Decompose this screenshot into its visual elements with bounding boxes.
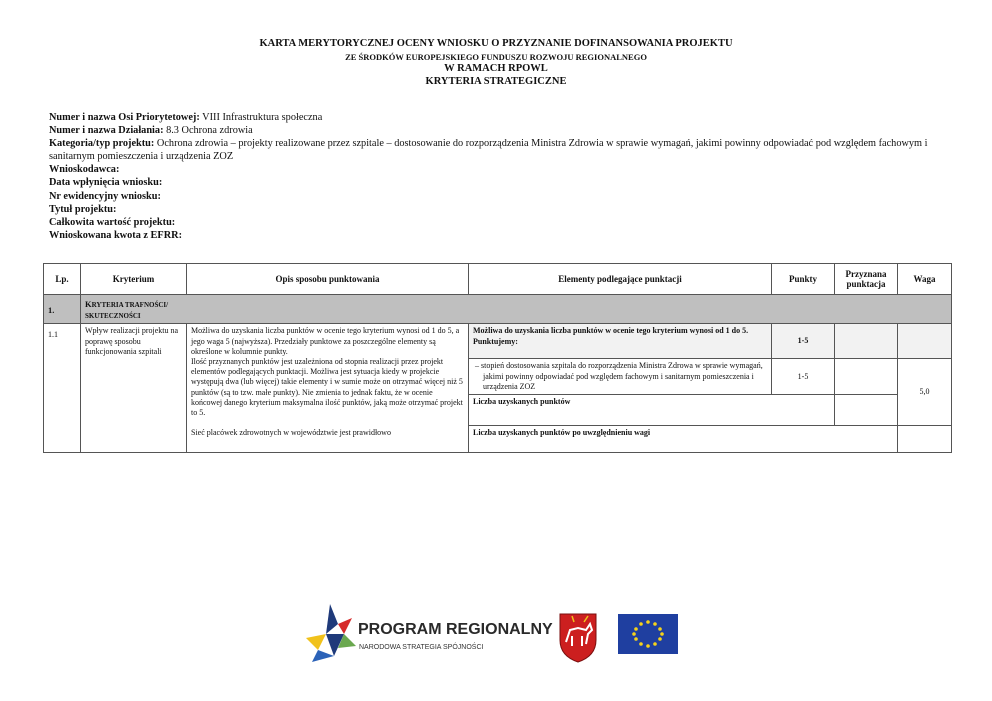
weight-value: 5,0	[898, 359, 952, 426]
program-subtitle: NARODOWA STRATEGIA SPÓJNOŚCI	[359, 644, 484, 651]
section-title-rest: RYTERIA TRAFNOŚCI/	[91, 301, 169, 309]
liczba-po-wadze-label: Liczba uzyskanych punktów po uwzględnieniu wagi	[469, 426, 898, 453]
table-header-row	[44, 264, 952, 295]
info-label: Numer i nazwa Działania:	[49, 125, 164, 137]
header-opis: Opis sposobu punktowania	[187, 264, 469, 295]
section-title-line2: SKUTECZNOŚCI	[85, 312, 141, 321]
eu-flag-icon	[618, 614, 678, 654]
info-label: Kategoria/typ projektu:	[49, 138, 155, 150]
row-kryterium: Wpływ realizacji projektu na poprawę sposobu funkcjonowania szpitali	[81, 324, 187, 453]
info-label: Nr ewidencyjny wniosku:	[49, 190, 161, 202]
element-item-awarded	[835, 359, 898, 395]
liczba-punktow-value	[835, 395, 898, 426]
logos-strip	[0, 600, 992, 670]
header-line-1: KARTA MERYTORYCZNEJ OCENY WNIOSKU O PRZYZNANIE DOFINANSOWANIA PROJEKTU	[259, 38, 733, 49]
opis-paragraph-2: Ilość przyznanych punktów jest uzależniona od stopnia realizacji przez projekt elementów podlegających punktacji. Możliwa jest sytuacja kiedy w projekcie występują dwa (lub więcej) takie elementy i w sumie może on otrzymać więcej niż 5 punktów (są to tzw. małe punkty). Nie zmienia to jednak faktu, że w ocenie końcowej danego kryterium maksymalna ilość punktów, jaką może otrzymać projekt to 5.	[191, 357, 463, 418]
info-row	[49, 176, 949, 189]
section-title	[81, 295, 952, 324]
liczba-po-wadze-value	[898, 426, 952, 453]
info-row	[49, 229, 949, 242]
elements-lead-points: 1-5	[772, 324, 835, 359]
table-row	[44, 324, 952, 359]
info-label: Wnioskowana kwota z EFRR:	[49, 229, 183, 241]
header-przyznana: Przyznana punktacja	[835, 264, 898, 295]
info-row	[49, 124, 949, 137]
info-row	[49, 203, 949, 216]
info-value: Ochrona zdrowia – projekty realizowane przez szpitale – dostosowanie do rozporządzenia Ministra Zdrowia w sprawie wymagań, jakimi powinny odpowiadać pod względem fachowym i sanitarnym pomieszczenia i urządzenia ZOZ	[49, 138, 928, 163]
info-label: Numer i nazwa Osi Priorytetowej:	[49, 112, 200, 123]
header-line-4: KRYTERIA STRATEGICZNE	[425, 75, 567, 87]
program-title: PROGRAM REGIONALNY	[358, 621, 553, 638]
footer-logos	[0, 600, 992, 670]
info-row	[49, 190, 949, 203]
header-waga: Waga	[898, 264, 952, 295]
header-line-3: W RAMACH RPOWL	[444, 63, 548, 74]
row-lp: 1.1	[44, 324, 81, 453]
info-label: Całkowita wartość projektu:	[49, 216, 176, 228]
document-header	[0, 38, 992, 88]
element-item-text: – stopień dostosowania szpitala do rozporządzenia Ministra Zdrowa w sprawie wymagań, jakimi powinny odpowiadać pod względem fachowym i sanitarnym pomieszczenia i urządzenia ZOZ	[475, 361, 763, 391]
elements-lead-awarded	[835, 324, 898, 359]
liczba-punktow-label: Liczba uzyskanych punktów	[469, 395, 835, 426]
info-row	[49, 137, 949, 163]
info-label: Data wpłynięcia wniosku:	[49, 177, 163, 189]
opis-paragraph-3: Sieć placówek zdrowotnych w województwie jest prawidłowo	[191, 428, 391, 438]
opis-paragraph-1: Możliwa do uzyskania liczba punktów w ocenie tego kryterium wynosi od 1 do 5, a jego waga 5 (najwyższa). Przedziały punktowe za poszczególne elementy są określone w kolumnie punkty.	[191, 326, 460, 356]
section-row	[44, 295, 952, 324]
header-kryterium: Kryterium	[81, 264, 187, 295]
info-value: VIII Infrastruktura społeczna	[199, 112, 323, 123]
section-lp: 1.	[44, 295, 81, 324]
info-row	[49, 163, 949, 176]
element-item	[469, 359, 772, 395]
project-info	[49, 111, 949, 242]
header-lp: Lp.	[44, 264, 81, 295]
header-elementy: Elementy podlegające punktacji	[469, 264, 772, 295]
elements-lead: Możliwa do uzyskania liczba punktów w ocenie tego kryterium wynosi od 1 do 5. Punktujemy:	[469, 324, 772, 359]
info-row	[49, 111, 949, 124]
element-item-points: 1-5	[772, 359, 835, 395]
program-regionalny-logo-icon	[306, 604, 356, 662]
header-punkty: Punkty	[772, 264, 835, 295]
info-label: Tytuł projektu:	[49, 203, 117, 215]
criteria-table	[43, 263, 952, 453]
header-line-2: ZE ŚRODKÓW EUROPEJSKIEGO FUNDUSZU ROZWOJU REGIONALNEGO	[345, 51, 647, 62]
section-title-initial: K	[85, 299, 92, 309]
elements-lead-weight	[898, 324, 952, 359]
info-label: Wnioskodawca:	[49, 164, 120, 176]
row-opis	[187, 324, 469, 453]
info-row	[49, 216, 949, 229]
coat-of-arms-icon	[560, 614, 596, 662]
info-value: 8.3 Ochrona zdrowia	[163, 125, 253, 137]
